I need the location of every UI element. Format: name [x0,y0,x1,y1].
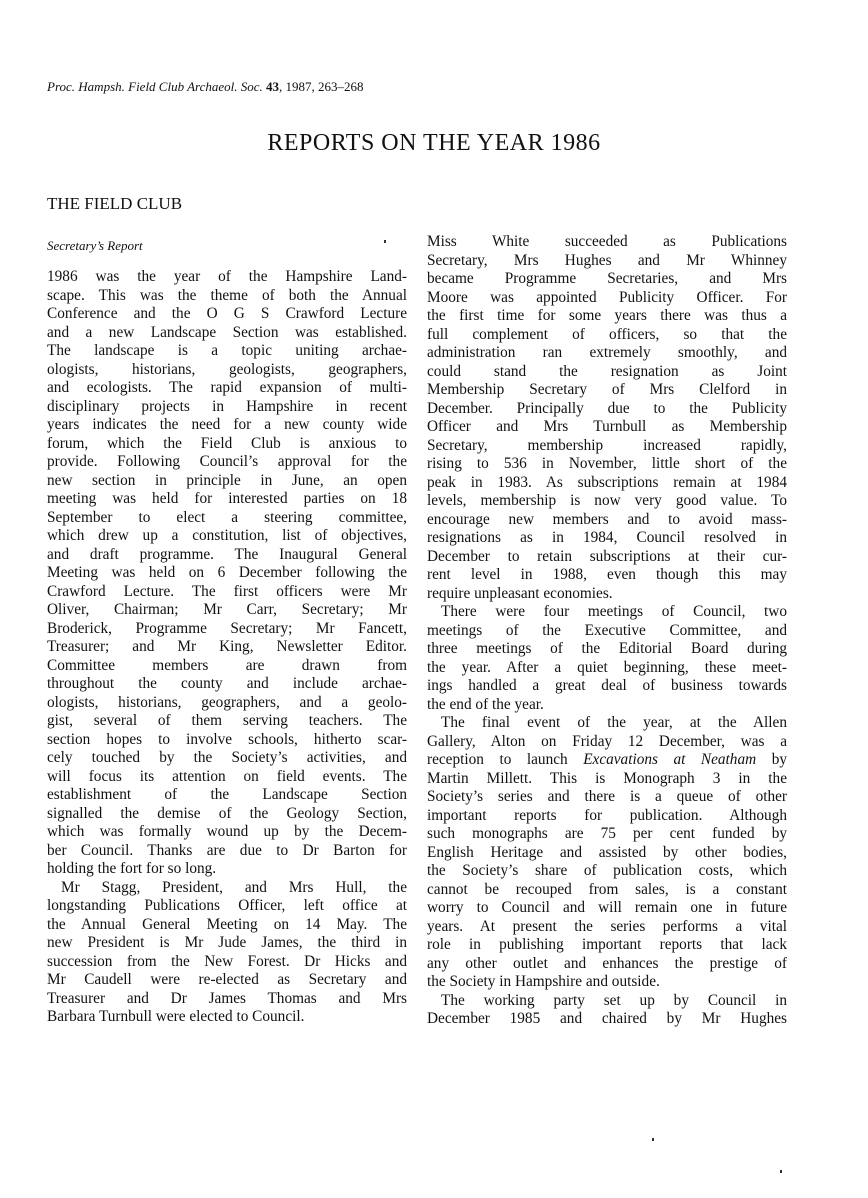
text-line: December 1985 and chaired by Mr Hughes [427,1010,787,1027]
text-line: Treasurer and Dr James Thomas and Mrs [47,989,407,1007]
text-line: ologists, historians, geographers, and a geolo- [47,693,407,711]
text-line: September to elect a steering committee, [47,508,407,526]
section-heading: THE FIELD CLUB [47,194,183,213]
text-line: role in publishing important reports that lack [427,936,787,953]
text-line: and a new Landscape Section was established. [47,323,407,341]
text-fragment: reception to launch [427,751,584,768]
text-line: rising to 536 in November, little short of the [427,455,787,472]
text-line: levels, membership is now very good value. To [427,492,787,509]
text-line: gist, several of them serving teachers. The [47,712,407,729]
text-line: Moore was appointed Publicity Officer. For [427,288,787,306]
text-line: and ecologists. The rapid expansion of multi- [47,379,407,396]
journal-citation [47,79,364,95]
text-line: which drew up a constitution, list of objectives, [47,527,407,544]
text-line: Mr Caudell were re-elected as Secretary and [47,971,407,988]
journal-volume: 43 [266,79,280,94]
text-line: worry to Council and will remain one in future [427,899,787,916]
text-line: administration ran extremely smoothly, and [427,344,787,361]
text-line: years. At present the series performs a vital [427,917,787,935]
text-line: require unpleasant economies. [427,584,613,602]
book-title: Excavations at Neatham [583,751,757,768]
text-line: The working party set up by Council in [441,991,787,1009]
text-line: Treasurer; and Mr King, Newsletter Editor. [47,638,407,655]
text-line: any other outlet and enhances the prestige of [427,954,787,972]
text-line: Mr Stagg, President, and Mrs Hull, the [61,878,407,896]
text-line: Martin Millett. This is Monograph 3 in the [427,769,787,787]
text-line: holding the fort for so long. [47,860,217,877]
text-line: Society’s series and there is a queue of other [427,788,787,805]
text-line: the first time for some years there was thus a [427,307,787,324]
text-line: longstanding Publications Officer, left office at [47,897,407,914]
text-fragment: by [756,751,787,768]
text-line: throughout the county and include archae- [47,675,407,692]
text-line: Officer and Mrs Turnbull as Membership [427,418,787,435]
text-line: Committee members are drawn from [47,656,407,674]
text-line: Barbara Turnbull were elected to Council. [47,1008,305,1025]
text-line: succession from the New Forest. Dr Hicks and [47,952,407,970]
text-line: December. Principally due to the Publicity [427,399,787,417]
text-line: establishment of the Landscape Section [47,786,407,803]
text-line: important reports for publication. Although [427,806,787,824]
text-line: rent level in 1988, even though this may [427,566,787,583]
text-line: forum, which the Field Club is anxious to [47,434,407,452]
text-line: encourage new members and to avoid mass- [427,510,787,528]
text-line: resignations as in 1984, Council resolved in [427,529,787,546]
text-line: Meeting was held on 6 December following the [47,564,407,581]
text-line: Oliver, Chairman; Mr Carr, Secretary; Mr [47,601,407,618]
scan-speck [384,240,386,243]
text-line: The final event of the year, at the Allen [441,714,787,731]
text-line: Secretary, membership increased rapidly, [427,436,787,454]
text-line: provide. Following Council’s approval for the [47,453,407,470]
text-line: ologists, historians, geologists, geographers, [47,360,407,378]
text-line: English Heritage and assisted by other bodies, [427,843,787,861]
text-line: section hopes to involve schools, hitherto scar- [47,730,407,748]
text-line: ber Council. Thanks are due to Dr Barton for [47,841,407,859]
scan-speck [780,1170,782,1173]
text-line: became Programme Secretaries, and Mrs [427,270,787,287]
text-line: new President is Mr Jude James, the third in [47,934,407,951]
text-line: The landscape is a topic uniting archae- [47,342,407,359]
text-line: and draft programme. The Inaugural General [47,545,407,563]
text-line [427,751,787,769]
text-line: signalled the demise of the Geology Section, [47,804,407,822]
text-line: December to retain subscriptions at their cur- [427,547,787,565]
scan-speck [652,1138,654,1141]
text-line: cely touched by the Society’s activities, and [47,749,407,766]
text-line: years indicates the need for a new county wide [47,416,407,433]
text-line: such monographs are 75 per cent funded by [427,825,787,842]
report-subheading: Secretary’s Report [47,238,143,253]
text-line: cannot be recouped from sales, is a constant [427,880,787,898]
text-line: which was formally wound up by the Decem- [47,823,407,840]
text-line: the year. After a quiet beginning, these meet- [427,658,787,676]
text-line: 1986 was the year of the Hampshire Land- [47,268,407,285]
text-line: new section in principle in June, an open [47,471,407,489]
journal-year-pages: , 1987, 263–268 [279,79,364,94]
journal-name: Proc. Hampsh. Field Club Archaeol. Soc. [47,79,263,94]
text-line: Crawford Lecture. The first officers were Mr [47,582,407,600]
text-line: Miss White succeeded as Publications [427,233,787,250]
text-line: Membership Secretary of Mrs Clelford in [427,381,787,398]
text-line: will focus its attention on field events. The [47,767,407,785]
text-line: disciplinary projects in Hampshire in recent [47,397,407,415]
text-line: Conference and the O G S Crawford Lecture [47,305,407,322]
text-line: scape. This was the theme of both the Annual [47,286,407,304]
text-line: Broderick, Programme Secretary; Mr Fancett, [47,619,407,637]
text-line: ings handled a great deal of business towards [427,677,787,694]
text-line: Secretary, Mrs Hughes and Mr Whinney [427,251,787,269]
text-line: peak in 1983. As subscriptions remain at 1984 [427,473,787,491]
text-line: There were four meetings of Council, two [441,603,787,620]
text-line: full complement of officers, so that the [427,325,787,343]
text-line: the Society in Hampshire and outside. [427,973,660,990]
text-line: the end of the year. [427,695,544,713]
text-line: meeting was held for interested parties on 18 [47,490,407,507]
text-line: Gallery, Alton on Friday 12 December, was a [427,732,787,750]
text-line: three meetings of the Editorial Board during [427,640,787,657]
page-title: REPORTS ON THE YEAR 1986 [267,130,601,156]
text-line: the Annual General Meeting on 14 May. The [47,915,407,933]
text-line: meetings of the Executive Committee, and [427,621,787,639]
text-line: the Society’s share of publication costs, which [427,862,787,879]
text-line: could stand the resignation as Joint [427,362,787,380]
